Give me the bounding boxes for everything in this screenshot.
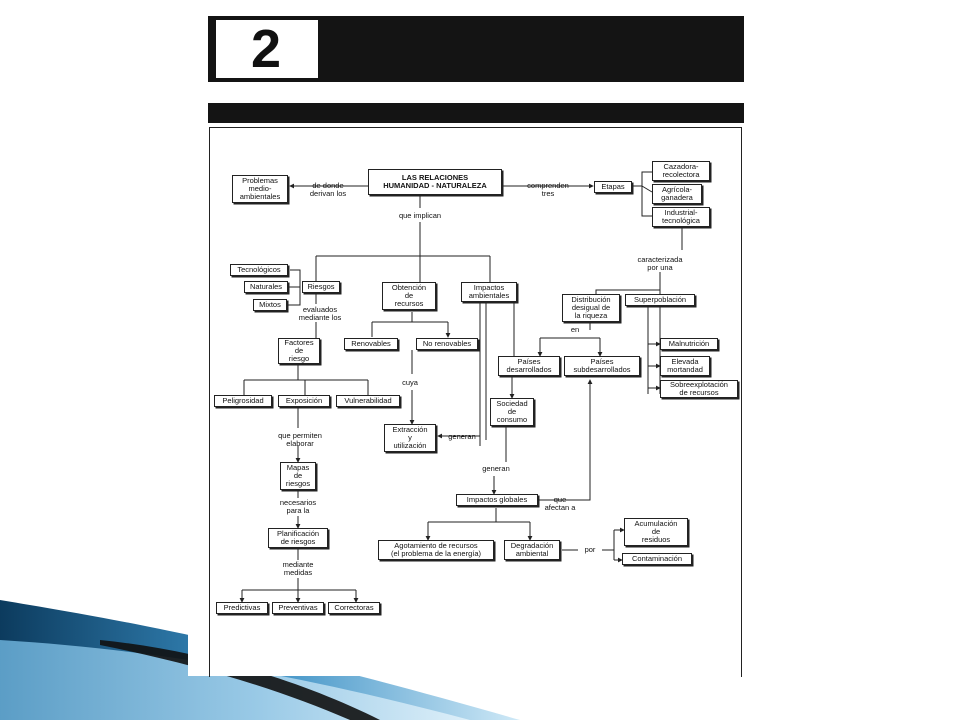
no-renovables-node: No renovables — [416, 338, 478, 350]
exposicion-node: Exposición — [278, 395, 330, 407]
label-de-donde: de donde derivan los — [309, 181, 347, 198]
label-que-permiten: que permiten elaborar — [278, 431, 322, 448]
factores-node: Factores de riesgo — [278, 338, 320, 364]
impactos-globales-node: Impactos globales — [456, 494, 538, 506]
renovables-node: Renovables — [344, 338, 398, 350]
tecnologicos-node: Tecnológicos — [230, 264, 288, 276]
chapter-number: 2 — [216, 20, 318, 78]
peligrosidad-node: Peligrosidad — [214, 395, 272, 407]
preventivas-node: Preventivas — [272, 602, 324, 614]
problemas-node: Problemas medio- ambientales — [232, 175, 288, 203]
malnutricion-node: Malnutrición — [660, 338, 718, 350]
paises-subdesarrollados-node: Países subdesarrollados — [564, 356, 640, 376]
acumulacion-node: Acumulación de residuos — [624, 518, 688, 546]
label-comprenden: comprenden tres — [527, 181, 569, 198]
label-mediante-medidas: mediante medidas — [282, 560, 314, 577]
agricola-node: Agrícola- ganadera — [652, 184, 702, 204]
distribucion-node: Distribución desigual de la riqueza — [562, 294, 620, 322]
sobreexplotacion-node: Sobreexplotación de recursos — [660, 380, 738, 398]
degradacion-node: Degradación ambiental — [504, 540, 560, 560]
sociedad-consumo-node: Sociedad de consumo — [490, 398, 534, 426]
extraccion-node: Extracción y utilización — [384, 424, 436, 452]
paises-desarrollados-node: Países desarrollados — [498, 356, 560, 376]
contaminacion-node: Contaminación — [622, 553, 692, 565]
agotamiento-node: Agotamiento de recursos (el problema de la energía) — [378, 540, 494, 560]
label-generan-1: generan — [448, 432, 476, 441]
vulnerabilidad-node: Vulnerabilidad — [336, 395, 400, 407]
correctoras-node: Correctoras — [328, 602, 380, 614]
mixtos-node: Mixtos — [253, 299, 287, 311]
label-que-afectan: que afectan a — [544, 495, 576, 512]
label-cuya: cuya — [402, 378, 418, 387]
label-en: en — [570, 325, 580, 334]
industrial-node: Industrial- tecnológica — [652, 207, 710, 227]
superpoblacion-node: Superpoblación — [625, 294, 695, 306]
planificacion-node: Planificación de riesgos — [268, 528, 328, 548]
mapas-riesgos-node: Mapas de riesgos — [280, 462, 316, 490]
riesgos-node: Riesgos — [302, 281, 340, 293]
label-evaluados: evaluados mediante los — [298, 305, 342, 322]
obtencion-node: Obtención de recursos — [382, 282, 436, 310]
cazadora-node: Cazadora- recolectora — [652, 161, 710, 181]
label-por: por — [584, 545, 596, 554]
label-caracterizada: caracterizada por una — [637, 255, 683, 272]
etapas-node: Etapas — [594, 181, 632, 193]
label-que-implican: que implican — [398, 211, 442, 220]
mortandad-node: Elevada mortandad — [660, 356, 710, 376]
central-node: LAS RELACIONES HUMANIDAD - NATURALEZA — [368, 169, 502, 195]
naturales-node: Naturales — [244, 281, 288, 293]
impactos-ambientales-node: Impactos ambientales — [461, 282, 517, 302]
predictivas-node: Predictivas — [216, 602, 268, 614]
label-generan-2: generan — [482, 464, 510, 473]
label-necesarios: necesarios para la — [279, 498, 317, 515]
